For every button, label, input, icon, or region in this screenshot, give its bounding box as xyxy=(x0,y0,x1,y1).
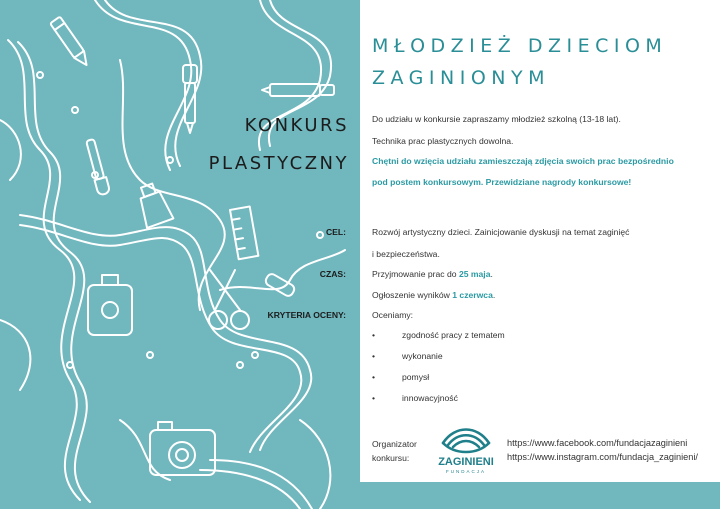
cel-text-2: i bezpieczeństwa. xyxy=(372,249,440,259)
page-title xyxy=(372,30,720,94)
cel-label: CEL: xyxy=(325,227,346,237)
criteria-item-4: innowacyjność xyxy=(402,393,458,403)
results-date: 1 czerwca xyxy=(452,290,493,300)
facebook-link[interactable]: https://www.facebook.com/fundacjazaginieni xyxy=(507,438,688,448)
logo-name: ZAGINIENI xyxy=(438,456,494,468)
kryteria-label: KRYTERIA OCENY: xyxy=(267,310,346,320)
intro-text-2: Technika prac plastycznych dowolna. xyxy=(372,136,514,146)
zaginieni-logo xyxy=(437,421,495,477)
bullet-icon: • xyxy=(372,372,376,382)
intro-text-3a: Chętni do wzięcia udziału zamieszczają zdjęcia swoich prac bezpośrednio xyxy=(372,156,674,166)
criteria-item-1: zgodność pracy z tematem xyxy=(402,330,505,340)
criteria-item-3: pomysł xyxy=(402,372,430,382)
intro-text-3b: pod postem konkursowym. Przewidziane nagrody konkursowe! xyxy=(372,177,632,187)
czas-text-1-suffix: . xyxy=(490,269,493,279)
title-line-2: ZAGINIONYM xyxy=(372,67,550,89)
kryteria-intro: Oceniamy: xyxy=(372,310,414,320)
logo-subtitle: FUNDACJA xyxy=(445,469,487,474)
instagram-link[interactable]: https://www.instagram.com/fundacja_zaginieni/ xyxy=(507,452,698,462)
czas-text-1 xyxy=(372,269,493,279)
czas-label: CZAS: xyxy=(319,269,346,279)
contest-label-line-1: KONKURS xyxy=(244,115,349,136)
intro-text-1: Do udziału w konkursie zapraszamy młodzież szkolną (13-18 lat). xyxy=(372,114,621,124)
organizer-label-line-2: konkursu: xyxy=(372,453,410,463)
cel-text-1: Rozwój artystyczny dzieci. Zainicjowanie dyskusji na temat zaginięć xyxy=(372,227,630,237)
czas-text-2-prefix: Ogłoszenie wyników xyxy=(372,290,453,300)
czas-text-2-suffix: . xyxy=(492,290,496,300)
organizer-label-line-1: Organizator xyxy=(372,439,417,449)
bullet-icon: • xyxy=(372,330,376,340)
czas-text-1-prefix: Przyjmowanie prac do xyxy=(372,269,459,279)
title-line-1: MŁODZIEŻ DZIECIOM xyxy=(372,35,668,57)
bullet-icon: • xyxy=(372,393,376,403)
organizer-label xyxy=(372,437,432,465)
contest-label-line-2: PLASTYCZNY xyxy=(208,153,349,174)
submission-deadline: 25 maja xyxy=(458,269,491,279)
czas-text-2 xyxy=(372,290,495,300)
criteria-item-2: wykonanie xyxy=(402,351,443,361)
bullet-icon: • xyxy=(372,351,376,361)
